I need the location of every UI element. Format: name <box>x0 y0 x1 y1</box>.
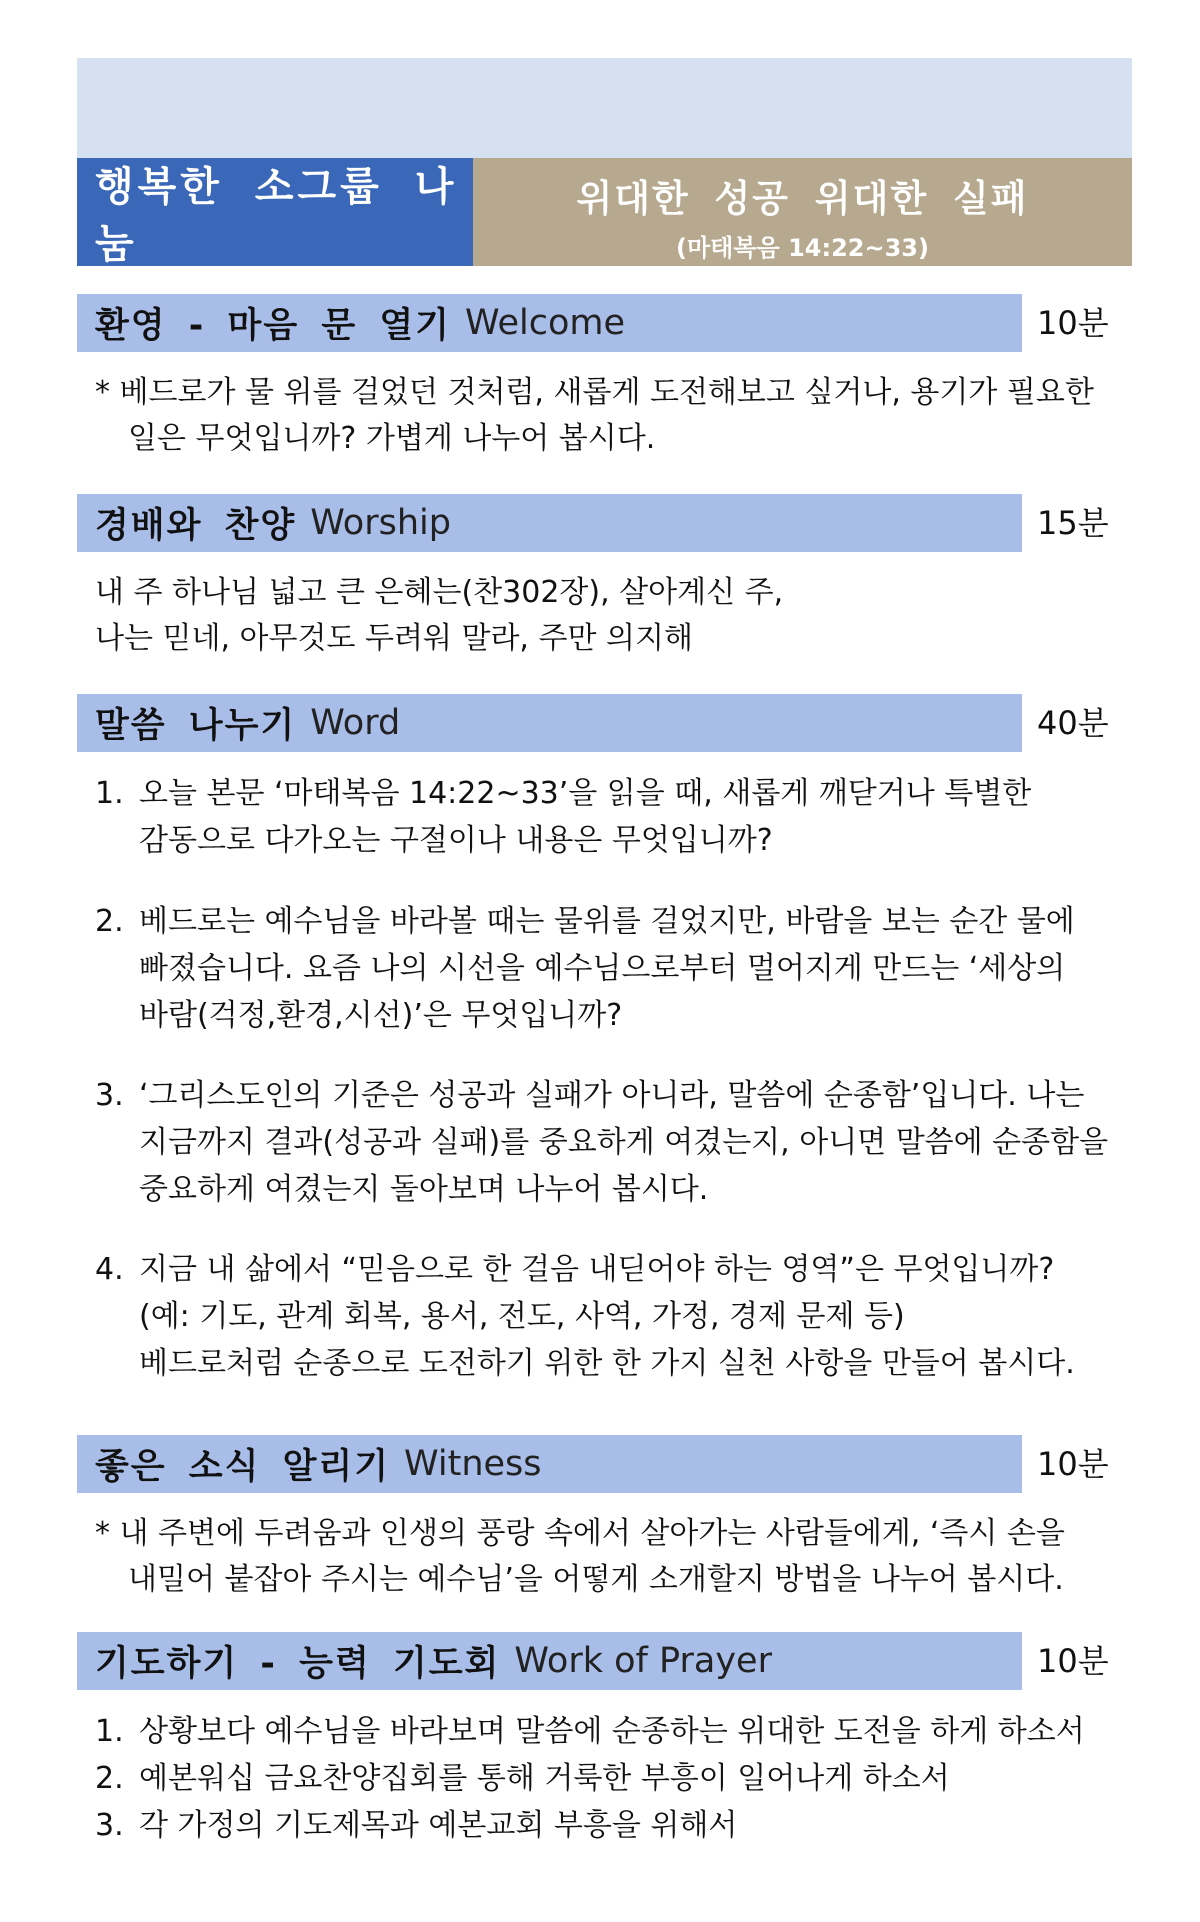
word-question-2 <box>95 898 1115 1039</box>
item-number: 1. <box>95 776 124 811</box>
section-title-en: Witness <box>404 1444 542 1484</box>
text-line: 베드로는 예수님을 바라볼 때는 물위를 걸었지만, 바람을 보는 순간 물에 <box>139 904 1075 939</box>
section-title-kr: 기도하기 - 능력 기도회 <box>95 1644 501 1684</box>
text-line: 베드로처럼 순종으로 도전하기 위한 한 가지 실천 사항을 만들어 봅시다. <box>139 1346 1075 1381</box>
section-title-kr: 경배와 찬양 <box>95 506 297 546</box>
text-line: * 베드로가 물 위를 걸었던 것처럼, 새롭게 도전해보고 싶거나, 용기가 필요한 <box>95 375 1094 410</box>
section-bar-worship <box>77 494 1022 552</box>
text-line: 빠졌습니다. 요즘 나의 시선을 예수님으로부터 멀어지게 만드는 ‘세상의 <box>139 951 1066 986</box>
section-title-kr: 환영 - 마음 문 열기 <box>95 306 451 346</box>
word-question-4 <box>95 1246 1115 1387</box>
section-bar-prayer <box>77 1632 1022 1690</box>
text-line: * 내 주변에 두려움과 인생의 풍랑 속에서 살아가는 사람들에게, ‘즉시 손을 <box>95 1516 1065 1551</box>
list-item <box>95 1708 1115 1755</box>
item-number: 2. <box>95 904 124 939</box>
item-number: 1. <box>95 1714 124 1749</box>
section-duration: 40분 <box>1037 704 1109 742</box>
text-line: 내 주 하나님 넓고 큰 은혜는(찬302장), 살아계신 주, <box>95 575 784 610</box>
item-number: 4. <box>95 1252 124 1287</box>
text-line: ‘그리스도인의 기준은 성공과 실패가 아니라, 말씀에 순종함’입니다. 나는 <box>139 1078 1085 1113</box>
text-line: 나는 믿네, 아무것도 두려워 말라, 주만 의지해 <box>95 621 693 656</box>
section-title-en: Word <box>310 703 401 743</box>
sermon-title: 위대한 성공 위대한 실패 <box>576 177 1029 220</box>
section-duration: 10분 <box>1037 304 1109 342</box>
text-line: 일은 무엇입니까? 가볍게 나누어 봅시다. <box>128 421 656 456</box>
section-title-en: Work of Prayer <box>514 1641 772 1681</box>
section-duration: 10분 <box>1037 1445 1109 1483</box>
section-bar-welcome <box>77 294 1022 352</box>
text-line: 지금 내 삶에서 “믿음으로 한 걸음 내딛어야 하는 영역”은 무엇입니까? <box>139 1252 1055 1287</box>
text-line: 지금까지 결과(성공과 실패)를 중요하게 여겼는지, 아니면 말씀에 순종함을 <box>139 1125 1109 1160</box>
section-duration: 15분 <box>1037 504 1109 542</box>
section-duration: 10분 <box>1037 1642 1109 1680</box>
word-question-1 <box>95 770 1115 864</box>
sermon-reference: (마태복음 14:22~33) <box>676 234 929 262</box>
text-line: 상황보다 예수님을 바라보며 말씀에 순종하는 위대한 도전을 하게 하소서 <box>139 1714 1085 1749</box>
list-item <box>95 1755 1115 1802</box>
section-bar-witness <box>77 1435 1022 1493</box>
welcome-text <box>95 370 1115 462</box>
text-line: 감동으로 다가오는 구절이나 내용은 무엇입니까? <box>139 823 773 858</box>
text-line: 각 가정의 기도제목과 예본교회 부흥을 위해서 <box>139 1808 738 1843</box>
top-band <box>77 58 1132 158</box>
section-bar-word <box>77 694 1022 752</box>
text-line: (예: 기도, 관계 회복, 용서, 전도, 사역, 가정, 경제 문제 등) <box>139 1299 905 1334</box>
item-number: 3. <box>95 1808 124 1843</box>
section-title-kr: 좋은 소식 알리기 <box>95 1447 391 1487</box>
text-line: 예본워십 금요찬양집회를 통해 거룩한 부흥이 일어나게 하소서 <box>139 1761 950 1796</box>
witness-text <box>95 1511 1115 1603</box>
header-left-title: 행복한 소그룹 나눔 <box>77 158 473 266</box>
text-line: 내밀어 붙잡아 주시는 예수님’을 어떻게 소개할지 방법을 나누어 봅시다. <box>128 1562 1064 1597</box>
word-question-3 <box>95 1072 1115 1213</box>
list-item <box>95 1802 1115 1849</box>
section-title-kr: 말씀 나누기 <box>95 706 297 746</box>
section-title-en: Welcome <box>464 303 626 343</box>
text-line: 오늘 본문 ‘마태복음 14:22~33’을 읽을 때, 새롭게 깨닫거나 특별한 <box>139 776 1032 811</box>
section-title-en: Worship <box>310 503 451 543</box>
text-line: 바람(걱정,환경,시선)’은 무엇입니까? <box>139 998 623 1033</box>
prayer-list <box>95 1708 1115 1849</box>
item-number: 3. <box>95 1078 124 1113</box>
worship-text <box>95 570 1115 662</box>
text-line: 중요하게 여겼는지 돌아보며 나누어 봅시다. <box>139 1172 709 1207</box>
item-number: 2. <box>95 1761 124 1796</box>
header-right <box>473 158 1132 266</box>
